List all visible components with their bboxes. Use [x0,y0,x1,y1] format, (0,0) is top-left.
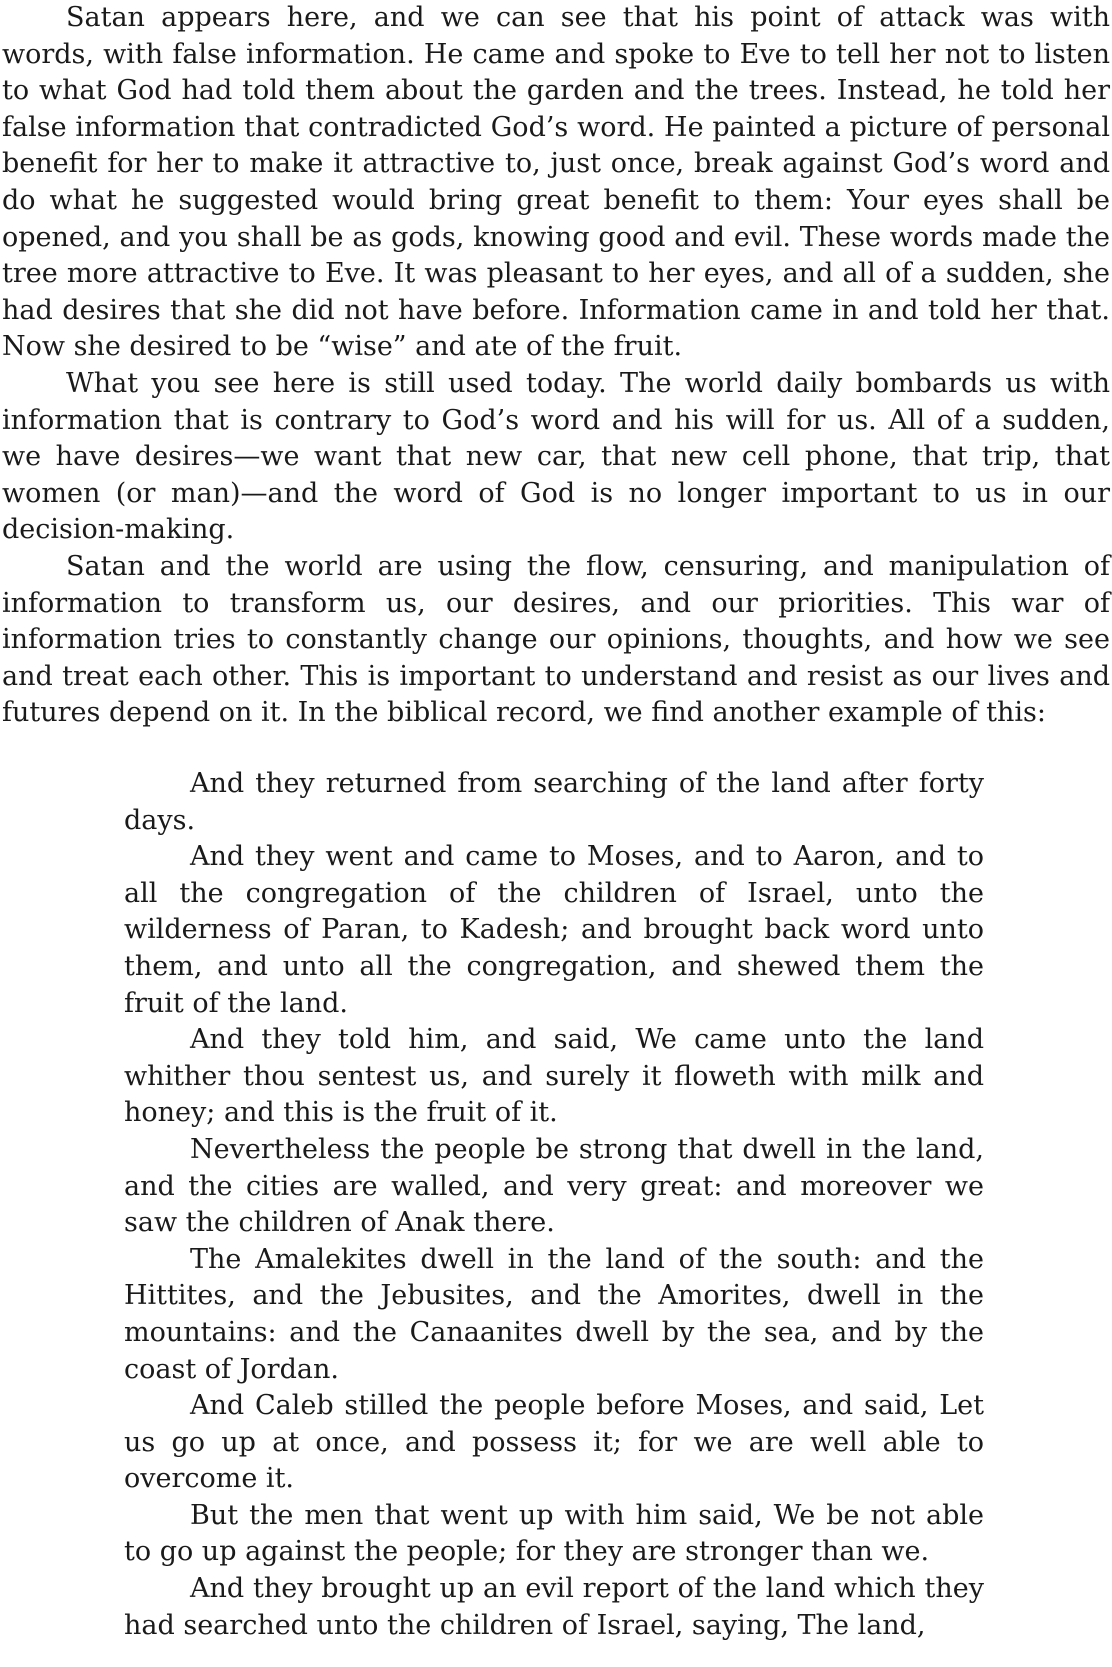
body-paragraph: Satan appears here, and we can see that his point of attack was with words, with false information. He came and spoke to Eve to tell her not to listen to what God had told them about the garden and the trees. Instead, he told her false information that contradicted God’s word. He painted a picture of personal benefit for her to make it attractive to, just once, break against God’s word and do what he suggested would bring great benefit to them: Your eyes shall be opened, and you shall be as gods, knowing good and evil. These words made the tree more attractive to Eve. It was pleasant to her eyes, and all of a sudden, she had desires that she did not have before. Information came in and told her that. Now she desired to be “wise” and ate of the fruit. [2,2,1110,363]
quote-paragraph: The Amalekites dwell in the land of the south: and the Hittites, and the Jebusites, and the Amorites, dwell in the mountains: and the Canaanites dwell by the sea, and by the coast of Jordan. [124,1243,984,1385]
body-text [2,0,1110,732]
scripture-block-quote [124,766,984,1644]
quote-paragraph: And they returned from searching of the land after forty days. [124,768,984,836]
quote-paragraph: And they told him, and said, We came unto the land whither thou sentest us, and surely it floweth with milk and honey; and this is the fruit of it. [124,1024,984,1129]
body-paragraph: Satan and the world are using the flow, censuring, and manipulation of information to transform us, our desires, and our priorities. This war of information tries to constantly change our opinions, thoughts, and how we see and treat each other. This is important to understand and resist as our lives and futures depend on it. In the biblical record, we find another example of this: [2,550,1110,729]
quote-paragraph: And they went and came to Moses, and to Aaron, and to all the congregation of the children of Israel, unto the wilderness of Paran, to Kadesh; and brought back word unto them, and unto all the congregation, and shewed them the fruit of the land. [124,841,984,1019]
quote-paragraph: And Caleb stilled the people before Moses, and said, Let us go up at once, and possess it; for we are well able to overcome it. [124,1390,984,1495]
quote-paragraph: Nevertheless the people be strong that dwell in the land, and the cities are walled, and very great: and moreover we saw the children of Anak there. [124,1133,984,1239]
body-paragraph: What you see here is still used today. The world daily bombards us with information that is contrary to God’s word and his will for us. All of a sudden, we have desires—we want that new car, that new cell phone, that trip, that women (or man)—and the word of God is no longer important to us in our decision-making. [2,367,1110,546]
quote-paragraph: And they brought up an evil report of the land which they had searched unto the children of Israel, saying, The land, [124,1573,984,1641]
quote-paragraph: But the men that went up with him said, We be not able to go up against the people; for they are stronger than we. [124,1499,984,1568]
